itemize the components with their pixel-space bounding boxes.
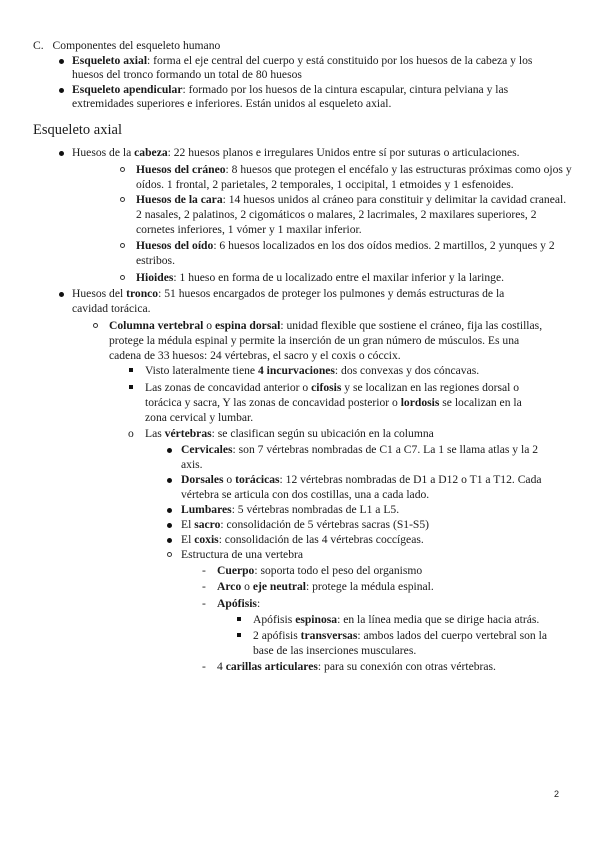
incurvaciones-line: Visto lateralmente tiene 4 incurvaciones: dos convexas y dos cóncavas. xyxy=(145,364,480,377)
bullet-dot xyxy=(59,292,64,297)
vertebras-marker: o xyxy=(128,427,134,440)
intro-apend-line-2: extremidades superiores e inferiores. Están unidos al esqueleto axial. xyxy=(72,97,392,110)
apofisis-line: Apófisis: xyxy=(217,597,261,610)
bullet-dot xyxy=(167,508,172,513)
cervicales-line-1: Cervicales: son 7 vértebras nombradas de C1 a C7. La 1 se llama atlas y la 2 xyxy=(181,443,539,456)
bullet-dot xyxy=(167,478,172,483)
section-letter: C. xyxy=(33,39,44,52)
bullet-dot xyxy=(59,88,64,93)
cara-line-2: 2 nasales, 2 palatinos, 2 cigomáticos o malares, 2 lacrimales, 2 maxilares superiores, 2 xyxy=(136,208,537,221)
transversas-line-1: 2 apófisis transversas: ambos lados del cuerpo vertebral son la xyxy=(253,629,547,642)
page-number: 2 xyxy=(554,789,560,799)
cuerpo-line: Cuerpo: soporta todo el peso del organismo xyxy=(217,564,423,577)
tronco-line-1: Huesos del tronco: 51 huesos encargados de proteger los pulmones y demás estructuras de la xyxy=(72,287,505,300)
dash-marker: - xyxy=(202,580,206,593)
tronco-line-2: cavidad torácica. xyxy=(72,302,151,315)
craneo-line-2: oídos. 1 frontal, 2 parietales, 2 temporales, 1 occipital, 1 etmoides y 1 esfenoides. xyxy=(136,178,514,191)
bullet-circle xyxy=(120,275,125,280)
dash-marker: - xyxy=(202,597,206,610)
page-heading: Esqueleto axial xyxy=(33,122,122,138)
bullet-circle xyxy=(120,197,125,202)
cervicales-line-2: axis. xyxy=(181,458,203,471)
bullet-circle xyxy=(120,167,125,172)
carillas-line: 4 carillas articulares: para su conexión con otras vértebras. xyxy=(217,660,496,673)
bullet-circle xyxy=(93,323,98,328)
dorsales-line-2: vértebra se articula con dos costillas, una a cada lado. xyxy=(181,488,430,501)
zonas-line-1: Las zonas de concavidad anterior o cifosis y se localizan en las regiones dorsal o xyxy=(145,381,520,394)
craneo-line-1: Huesos del cráneo: 8 huesos que protegen el encéfalo y las estructuras próximas como ojos y xyxy=(136,163,572,176)
bullet-square xyxy=(237,633,241,637)
dorsales-line-1: Dorsales o torácicas: 12 vértebras nombradas de D1 a D12 o T1 a T12. Cada xyxy=(181,473,542,486)
estructura-line: Estructura de una vertebra xyxy=(181,548,303,561)
cara-line-1: Huesos de la cara: 14 huesos unidos al cráneo para constituir y delimitar la cavidad craneal. xyxy=(136,193,567,206)
bullet-square xyxy=(129,368,133,372)
sacro-line: El sacro: consolidación de 5 vértebras sacras (S1-S5) xyxy=(181,518,430,531)
bullet-dot xyxy=(167,523,172,528)
intro-axial-line-2: huesos del tronco formando un total de 80 huesos xyxy=(72,68,302,81)
cabeza-line: Huesos de la cabeza: 22 huesos planos e irregulares Unidos entre sí por suturas o articulaciones. xyxy=(72,146,520,159)
bullet-square xyxy=(129,385,133,389)
bullet-square xyxy=(237,617,241,621)
bullet-circle xyxy=(120,243,125,248)
columna-line-3: cadena de 33 huesos: 24 vértebras, el sacro y el coxis o cóccix. xyxy=(109,349,401,362)
transversas-line-2: base de las inserciones musculares. xyxy=(253,644,417,657)
columna-line-1: Columna vertebral o espina dorsal: unidad flexible que sostiene el cráneo, fija las costillas, xyxy=(109,319,543,332)
bullet-dot xyxy=(59,151,64,156)
vertebras-line: Las vértebras: se clasifican según su ubicación en la columna xyxy=(145,427,434,440)
bullet-dot xyxy=(167,448,172,453)
intro-axial-line-1: Esqueleto axial: forma el eje central del cuerpo y está constituido por los huesos de la cabeza y los xyxy=(72,54,533,67)
zonas-line-3: zona cervical y lumbar. xyxy=(145,411,254,424)
coxis-line: El coxis: consolidación de las 4 vértebras coccígeas. xyxy=(181,533,424,546)
cara-line-3: cornetes inferiores, 1 vómer y 1 maxilar inferior. xyxy=(136,223,362,236)
lumbares-line: Lumbares: 5 vértebras nombradas de L1 a L5. xyxy=(181,503,400,516)
oido-line-1: Huesos del oído: 6 huesos localizados en los dos oídos medios. 2 martillos, 2 yunques y 2 xyxy=(136,239,555,252)
hioides-line: Hioides: 1 hueso en forma de u localizado entre el maxilar inferior y la laringe. xyxy=(136,271,504,284)
zonas-line-2: torácica y sacra, Y las zonas de concavidad posterior o lordosis se localizan en la xyxy=(145,396,522,409)
bullet-dot xyxy=(59,59,64,64)
bullet-dot xyxy=(167,538,172,543)
oido-line-2: estribos. xyxy=(136,254,175,267)
section-title: Componentes del esqueleto humano xyxy=(52,39,221,52)
bullet-circle xyxy=(167,552,172,557)
intro-apend-line-1: Esqueleto apendicular: formado por los huesos de la cintura escapular, cintura pelviana y las xyxy=(72,83,509,96)
arco-line: Arco o eje neutral: protege la médula espinal. xyxy=(217,580,434,593)
dash-marker: - xyxy=(202,660,206,673)
columna-line-2: protege la médula espinal y permite la inserción de un gran número de músculos. Es una xyxy=(109,334,520,347)
espinosa-line: Apófisis espinosa: en la línea media que se dirige hacia atrás. xyxy=(253,613,540,626)
section-heading xyxy=(33,38,220,53)
dash-marker: - xyxy=(202,564,206,577)
